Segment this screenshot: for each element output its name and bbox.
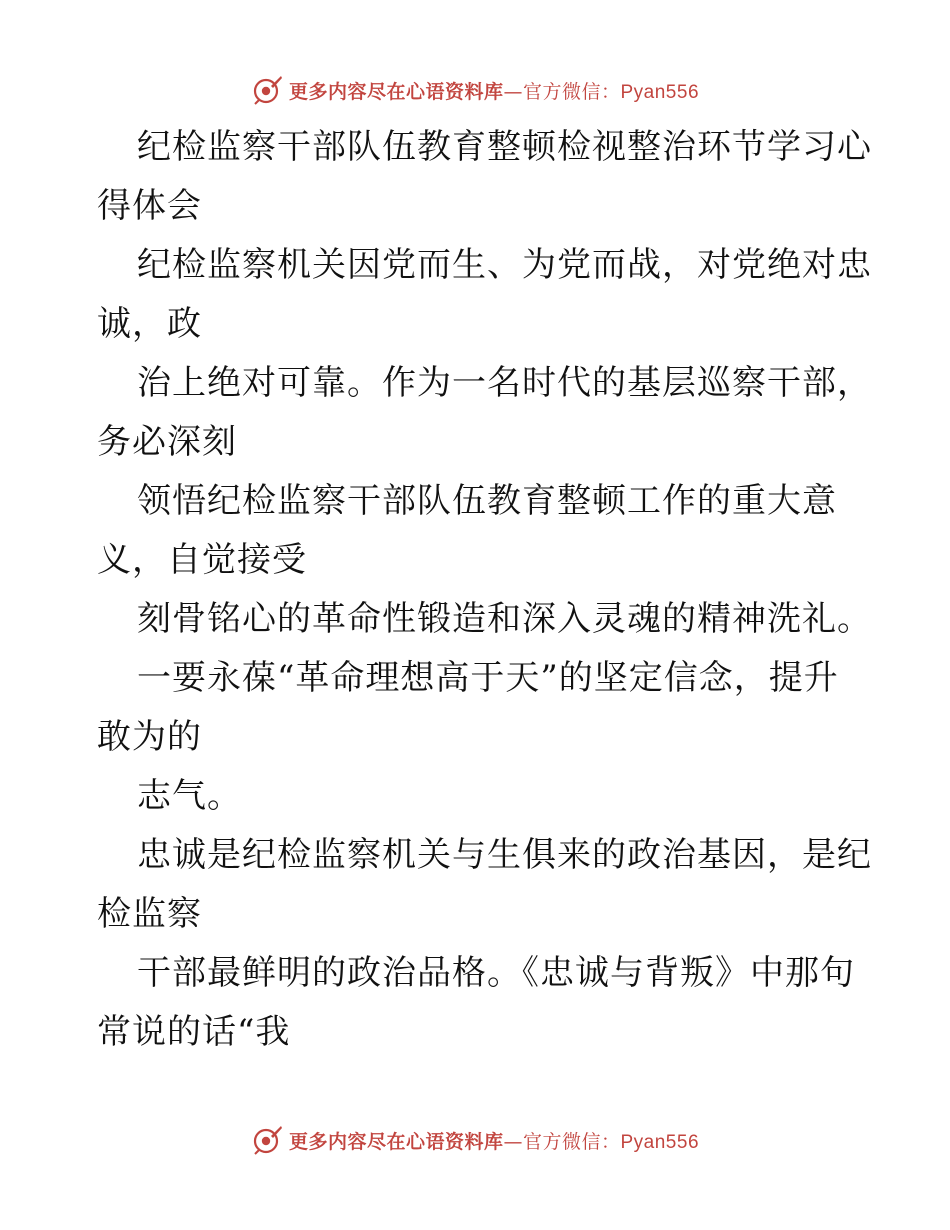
body-line: 干部最鲜明的政治品格。《忠诚与背叛》中那句	[137, 953, 855, 993]
header-banner	[0, 70, 950, 110]
body-line: 一要永葆“革命理想高于天”的坚定信念，提升	[137, 658, 839, 698]
pen-circle-icon	[251, 1124, 283, 1156]
body-line: 纪检监察干部队伍教育整顿检视整治环节学习心	[137, 127, 872, 167]
body-line: 常说的话“我	[97, 1012, 291, 1052]
pen-circle-icon	[251, 74, 283, 106]
body-line: 义，自觉接受	[97, 540, 307, 580]
header-banner-text: 更多内容尽在心语资料库—官方微信：Pyan556	[288, 80, 700, 103]
body-line: 检监察	[97, 894, 202, 934]
body-line: 刻骨铭心的革命性锻造和深入灵魂的精神洗礼。	[137, 599, 872, 639]
document-body	[97, 118, 872, 1062]
body-line: 领悟纪检监察干部队伍教育整顿工作的重大意	[137, 481, 837, 521]
footer-banner-text: 更多内容尽在心语资料库—官方微信：Pyan556	[288, 1130, 700, 1153]
body-line: 治上绝对可靠。作为一名时代的基层巡察干部，	[137, 363, 872, 403]
body-line: 纪检监察机关因党而生、为党而战，对党绝对忠	[137, 245, 872, 285]
body-line: 志气。	[137, 776, 242, 816]
body-line: 诚，政	[97, 304, 202, 344]
footer-banner	[0, 1120, 950, 1160]
body-line: 忠诚是纪检监察机关与生俱来的政治基因，是纪	[137, 835, 872, 875]
body-line: 务必深刻	[97, 422, 237, 462]
body-line: 敢为的	[97, 717, 202, 757]
body-line: 得体会	[97, 186, 202, 226]
